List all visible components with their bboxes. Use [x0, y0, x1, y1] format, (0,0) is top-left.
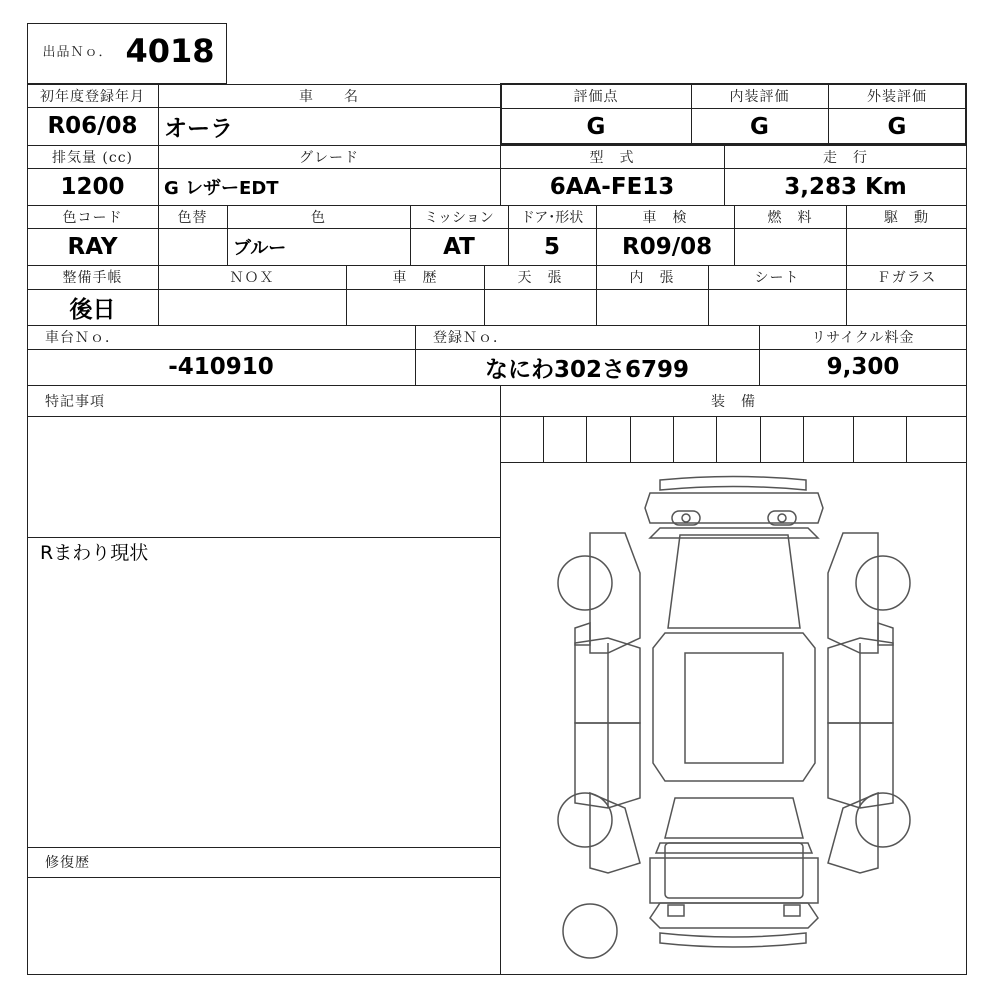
- doors-value: 5: [543, 233, 560, 260]
- fuel-value: [734, 228, 846, 265]
- seat-label: シート: [754, 270, 800, 286]
- fuel-label: 燃 料: [767, 209, 813, 226]
- maintenance-book-value: 後日: [69, 296, 116, 323]
- mileage-value: 3,283 Km: [784, 173, 907, 200]
- lot-number: 4018: [125, 31, 215, 70]
- registration-number-value: なにわ302さ6799: [484, 356, 690, 383]
- exterior-rating-label: 外装評価: [867, 89, 927, 105]
- recycle-fee-label: リサイクル料金: [811, 330, 915, 346]
- transmission-label: ミッション: [424, 209, 494, 226]
- repair-history-label: 修復歴: [45, 855, 90, 871]
- car-name-label: 車 名: [299, 88, 359, 105]
- chassis-number-label: 車台Ｎｏ．: [45, 330, 120, 346]
- nox-label: ＮＯＸ: [229, 270, 275, 286]
- chassis-number-value: -410910: [168, 354, 274, 380]
- score-label: 評価点: [573, 89, 619, 105]
- interior-rating-value: G: [750, 113, 769, 140]
- grade-value: G レザーEDT: [164, 177, 279, 199]
- score-value: G: [586, 113, 606, 140]
- drive-value: [846, 228, 967, 265]
- mileage-label: 走 行: [823, 149, 868, 166]
- color-change-label: 色替: [177, 209, 208, 226]
- displacement-value: 1200: [60, 173, 125, 200]
- car-diagram: [500, 463, 968, 975]
- color-value: ブルー: [233, 237, 287, 259]
- model-code-value: 6AA-FE13: [549, 173, 675, 200]
- inspection-label: 車 検: [642, 209, 688, 226]
- first-registration-label: 初年度登録年月: [40, 88, 145, 105]
- lot-number-label: 出品Ｎｏ．: [42, 44, 113, 60]
- drive-label: 駆 動: [884, 209, 929, 226]
- car-name-value: オーラ: [164, 115, 233, 142]
- transmission-value: AT: [443, 233, 475, 260]
- special-notes-label: 特記事項: [45, 393, 105, 410]
- color-code-value: RAY: [67, 233, 118, 260]
- color-change-value: [158, 228, 227, 265]
- front-glass-label: Ｆガラス: [876, 270, 937, 286]
- headliner-label: 天 張: [517, 270, 563, 286]
- remark-text: Rまわり現状: [40, 542, 149, 564]
- displacement-label: 排気量 (cc): [51, 149, 134, 166]
- recycle-fee-value: 9,300: [826, 354, 900, 380]
- equipment-label: 装 備: [711, 393, 756, 410]
- interior-rating-label: 内装評価: [729, 89, 790, 105]
- color-code-label: 色コード: [62, 209, 123, 226]
- interior-trim-label: 内 張: [629, 270, 675, 286]
- first-registration-value: R06/08: [47, 113, 138, 139]
- model-code-label: 型 式: [589, 149, 635, 166]
- color-label: 色: [311, 209, 326, 226]
- maintenance-book-label: 整備手帳: [62, 270, 123, 286]
- doors-label: ドア･形状: [520, 209, 584, 226]
- grade-label: グレード: [299, 149, 359, 166]
- inspection-value: R09/08: [622, 233, 713, 260]
- car-history-label: 車 歴: [392, 270, 438, 286]
- exterior-rating-value: G: [887, 113, 907, 140]
- registration-number-label: 登録Ｎｏ．: [433, 330, 508, 346]
